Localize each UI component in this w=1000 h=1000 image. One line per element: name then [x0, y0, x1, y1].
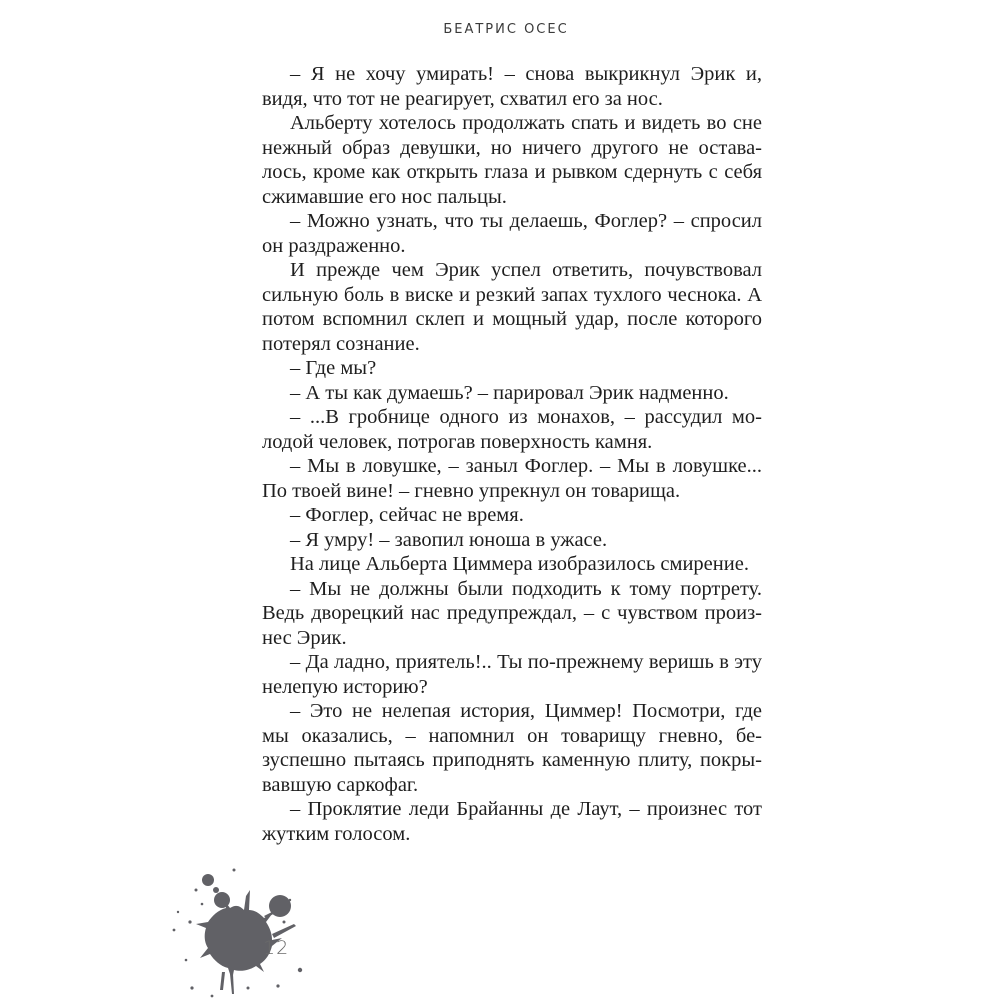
- page-number: 12: [263, 937, 290, 959]
- paragraph: – Проклятие леди Брайанны де Лаут, – произнес тот жутким голосом.: [262, 798, 762, 845]
- paragraph: – Фоглер, сейчас не время.: [290, 504, 524, 526]
- paragraph: – Я умру! – завопил юноша в ужасе.: [290, 528, 608, 551]
- paragraph: – Да ладно, приятель!.. Ты по-прежнему веришь в эту нелепую историю?: [262, 651, 762, 698]
- ink-splat-icon: [160, 860, 320, 1000]
- paragraph: – Мы в ловушке, – заныл Фоглер. – Мы в ловушке... По твоей вине! – гневно упрекнул он товарища.: [262, 455, 762, 502]
- paragraph: – Можно узнать, что ты делаешь, Фоглер? – спросил он раздраженно.: [262, 210, 762, 257]
- page-body-text: [262, 62, 762, 846]
- paragraph: – ...В гробнице одного из монахов, – рассудил молодой человек, потрогав поверхность камня.: [262, 406, 762, 453]
- paragraph: – Где мы?: [290, 357, 377, 379]
- paragraph: – Это не нелепая история, Циммер! Посмотри, где мы оказались, – напомнил он товарищу гневно, безуспешно пытаясь приподнять каменную плиту, покрывавшую саркофаг.: [262, 700, 762, 796]
- paragraph: – Я не хочу умирать! – снова выкрикнул Эрик и, видя, что тот не реагирует, схватил его за нос.: [262, 63, 762, 110]
- paragraph: Альберту хотелось продолжать спать и видеть во сне нежный образ девушки, но ничего другого не оставалось, кроме как открыть глаза и рывком сдернуть с себя сжимавшие его нос пальцы.: [262, 112, 762, 208]
- paragraph: На лице Альберта Циммера изобразилось смирение.: [290, 553, 749, 575]
- running-head-author: БЕАТРИС ОСЕС: [443, 22, 569, 37]
- paragraph: – Мы не должны были подходить к тому портрету. Ведь дворецкий нас предупреждал, – с чувством произнес Эрик.: [262, 577, 762, 649]
- paragraph: – А ты как думаешь? – парировал Эрик надменно.: [290, 381, 729, 404]
- paragraph: И прежде чем Эрик успел ответить, почувствовал сильную боль в виске и резкий запах тухлого чеснока. А потом вспомнил склеп и мощный удар, после которого потерял сознание.: [262, 259, 762, 355]
